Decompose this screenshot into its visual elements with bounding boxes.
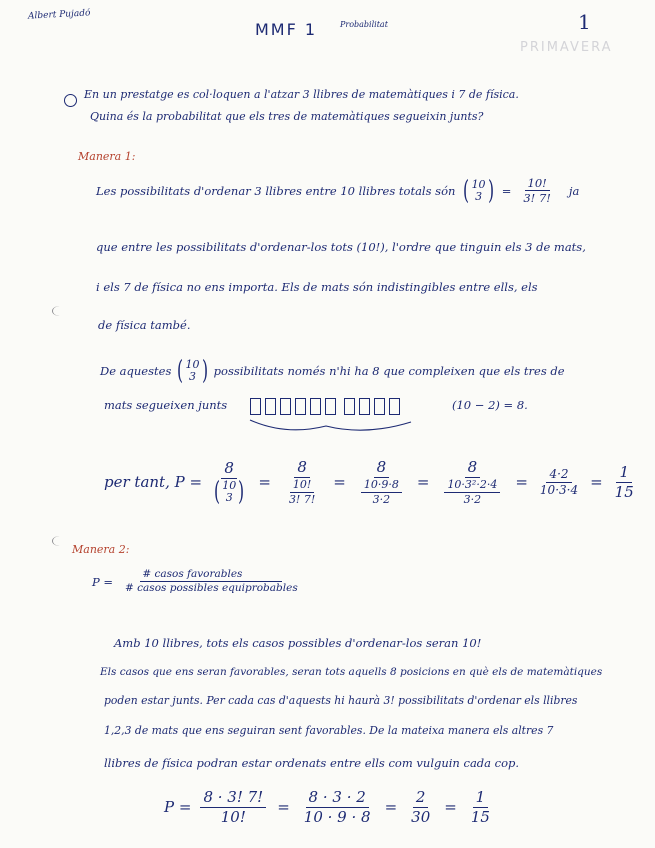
book-box (295, 398, 306, 415)
fraction-denominator: 3·2 (463, 492, 482, 506)
binom-bottom: 3 (225, 491, 233, 504)
binom-bottom: 3 (475, 189, 483, 203)
book-box (280, 398, 291, 415)
equals-sign: = (501, 183, 512, 198)
method2-line-5: llibres de física podran estar ordenats entre ells com vulguin cada cop. (104, 756, 520, 770)
fraction-numerator: 8 (294, 458, 310, 478)
fraction-numerator: 8 · 3 · 2 (306, 788, 369, 808)
result-prefix: P = (164, 798, 192, 817)
method2-line-2: Els casos que ens seran favorables, seran tots aquells 8 posicions en què els de matemàtiques (100, 666, 603, 678)
fraction-denominator (209, 479, 249, 505)
bullet-circle-icon (64, 94, 77, 107)
fraction-numerator: 8 (465, 458, 481, 478)
problem-line-1: En un prestatge es col·loquen a l'atzar 3 llibres de matemàtiques i 7 de física. (84, 88, 519, 101)
binomial-den: ( 10 3 ) (214, 477, 245, 507)
book-box (310, 398, 321, 415)
fraction-numerator: # casos favorables (140, 568, 282, 582)
binom-top: 10 (185, 358, 200, 372)
method1-p5b: possibilitats només n'hi ha 8 que compleixen que els tres de (213, 364, 565, 378)
method1-heading: Manera 1: (78, 150, 136, 163)
method2-heading: Manera 2: (72, 543, 130, 556)
binom-top: 10 (222, 479, 237, 493)
method1-result: per tant, P = 8 ( 10 3 ) = $\frac{8}{\frac{10!}{3! 7!}}$ = $\frac{8}{\frac{10\cdot 9\cdot 8}{3\cdot 2}}$ = $\frac{8}{\frac{\text{10·3²·2·4}}{3\cdot 2}}$ = $\frac{4\cdot 2}{10\cdot 3\cdot 4}$ = $\frac{1}{15}$ (104, 458, 640, 506)
punch-hole-icon (52, 536, 67, 546)
fraction-denominator: 15 (614, 482, 634, 501)
method1-paragraph-2: que entre les possibilitats d'ordenar-los tots (10!), l'ordre que tinguin els 3 de mats, (96, 240, 586, 254)
prob-label: P = (92, 574, 114, 589)
book-box (359, 398, 370, 415)
binomial-10-3: ( 10 3 ) (463, 175, 494, 206)
method1-p1-tail: ja (568, 183, 580, 198)
result-fraction-4 (438, 458, 506, 506)
book-box (250, 398, 261, 415)
fraction-numerator: 4·2 (546, 467, 571, 483)
fraction-numerator: 1 (616, 463, 632, 483)
book-box (265, 398, 276, 415)
fraction-numerator: 10·3²·2·4 (444, 478, 500, 493)
fraction-denominator: 3! 7! (288, 492, 316, 506)
result-fraction-2 (280, 458, 324, 506)
fraction-denominator: 10·3·4 (539, 482, 579, 497)
fraction-numerator: 10! (525, 176, 550, 191)
fraction-denominator (438, 478, 506, 507)
fraction-denominator: 3·2 (372, 492, 391, 506)
binom-bottom: 3 (189, 370, 196, 383)
result-fraction-3 (355, 458, 408, 506)
fraction-denominator: 3! 7! (523, 191, 551, 206)
book-box (344, 398, 355, 415)
fraction-numerator: 2 (413, 788, 429, 808)
result-prefix: per tant, P = (104, 473, 203, 492)
method1-paragraph-1 (96, 176, 579, 206)
result-fraction-1 (209, 459, 249, 505)
fraction-denominator (280, 478, 324, 507)
page-number: 1 (578, 10, 591, 34)
method1-p5a: De aquestes (100, 364, 172, 378)
punch-hole-icon (52, 306, 67, 316)
method2-line-1: Amb 10 llibres, tots els casos possibles d'ordenar-los seran 10! (114, 636, 482, 650)
method2-line-4: 1,2,3 de mats que ens seguiran sent favorables. De la mateixa manera els altres 7 (104, 724, 554, 737)
result2-fraction-4 (468, 788, 493, 827)
fraction-denominator (355, 478, 408, 507)
result2-fraction-3 (408, 788, 433, 827)
book-box (325, 398, 336, 415)
method1-formula: (10 − 2) = 8. (452, 398, 528, 412)
prob-fraction (122, 568, 301, 595)
binomial-10-3-inline: ( 10 3 ) (177, 356, 208, 386)
stamp: PRIMAVERA (520, 40, 613, 55)
result-fraction-5 (537, 467, 581, 498)
fraction-numerator: 8 · 3! 7! (200, 788, 266, 808)
method1-paragraph-3: i els 7 de física no ens importa. Els de mats són indistingibles entre ells, els (96, 280, 538, 294)
fraction-numerator: 1 (473, 788, 489, 808)
method1-paragraph-5 (100, 358, 565, 384)
result2-fraction-1 (200, 788, 266, 827)
fraction-denominator: 30 (411, 807, 431, 826)
fraction-numerator: 8 (374, 458, 390, 478)
fraction-denominator: 10 · 9 · 8 (303, 807, 371, 826)
result-fraction-6 (612, 463, 637, 502)
problem-line-2: Quina és la probabilitat que els tres de matemàtiques segueixin junts? (90, 110, 484, 123)
fraction-denominator: # casos possibles equiprobables (125, 582, 298, 595)
subject-label: Probabilitat (340, 20, 388, 29)
method1-p1-text: Les possibilitats d'ordenar 3 llibres entre 10 llibres totals són (96, 183, 456, 198)
method2-line-3: poden estar junts. Per cada cas d'aquests hi haurà 3! possibilitats d'ordenar els llibres (104, 694, 578, 707)
method2-result: P = $\frac{8 \cdot 3! 7!}{10!}$ = $\frac{8 \cdot 3 \cdot 2}{10 \cdot 9 \cdot 8}$ = $\frac{2}{30}$ = $\frac{1}{15}$ (164, 788, 496, 827)
fraction-denominator: 10! (220, 807, 246, 826)
binom-top: 10 (471, 178, 486, 192)
method2-probability-def (92, 568, 304, 595)
fraction-numerator: 10·9·8 (361, 478, 402, 493)
method1-paragraph-4: de física també. (98, 318, 191, 332)
positions-brace-icon (246, 418, 416, 438)
fraction-denominator: 15 (470, 807, 490, 826)
author-name: Albert Pujadó (27, 8, 91, 22)
fraction-numerator: 8 (221, 459, 237, 479)
book-box (389, 398, 400, 415)
page-title: MMF 1 (255, 20, 318, 39)
method1-paragraph-6: mats segueixen junts (104, 398, 228, 412)
books-diagram (250, 398, 400, 415)
fraction-numerator: 10! (290, 478, 314, 493)
fraction-10fact (520, 176, 554, 206)
book-box (374, 398, 385, 415)
result2-fraction-2 (301, 788, 374, 827)
